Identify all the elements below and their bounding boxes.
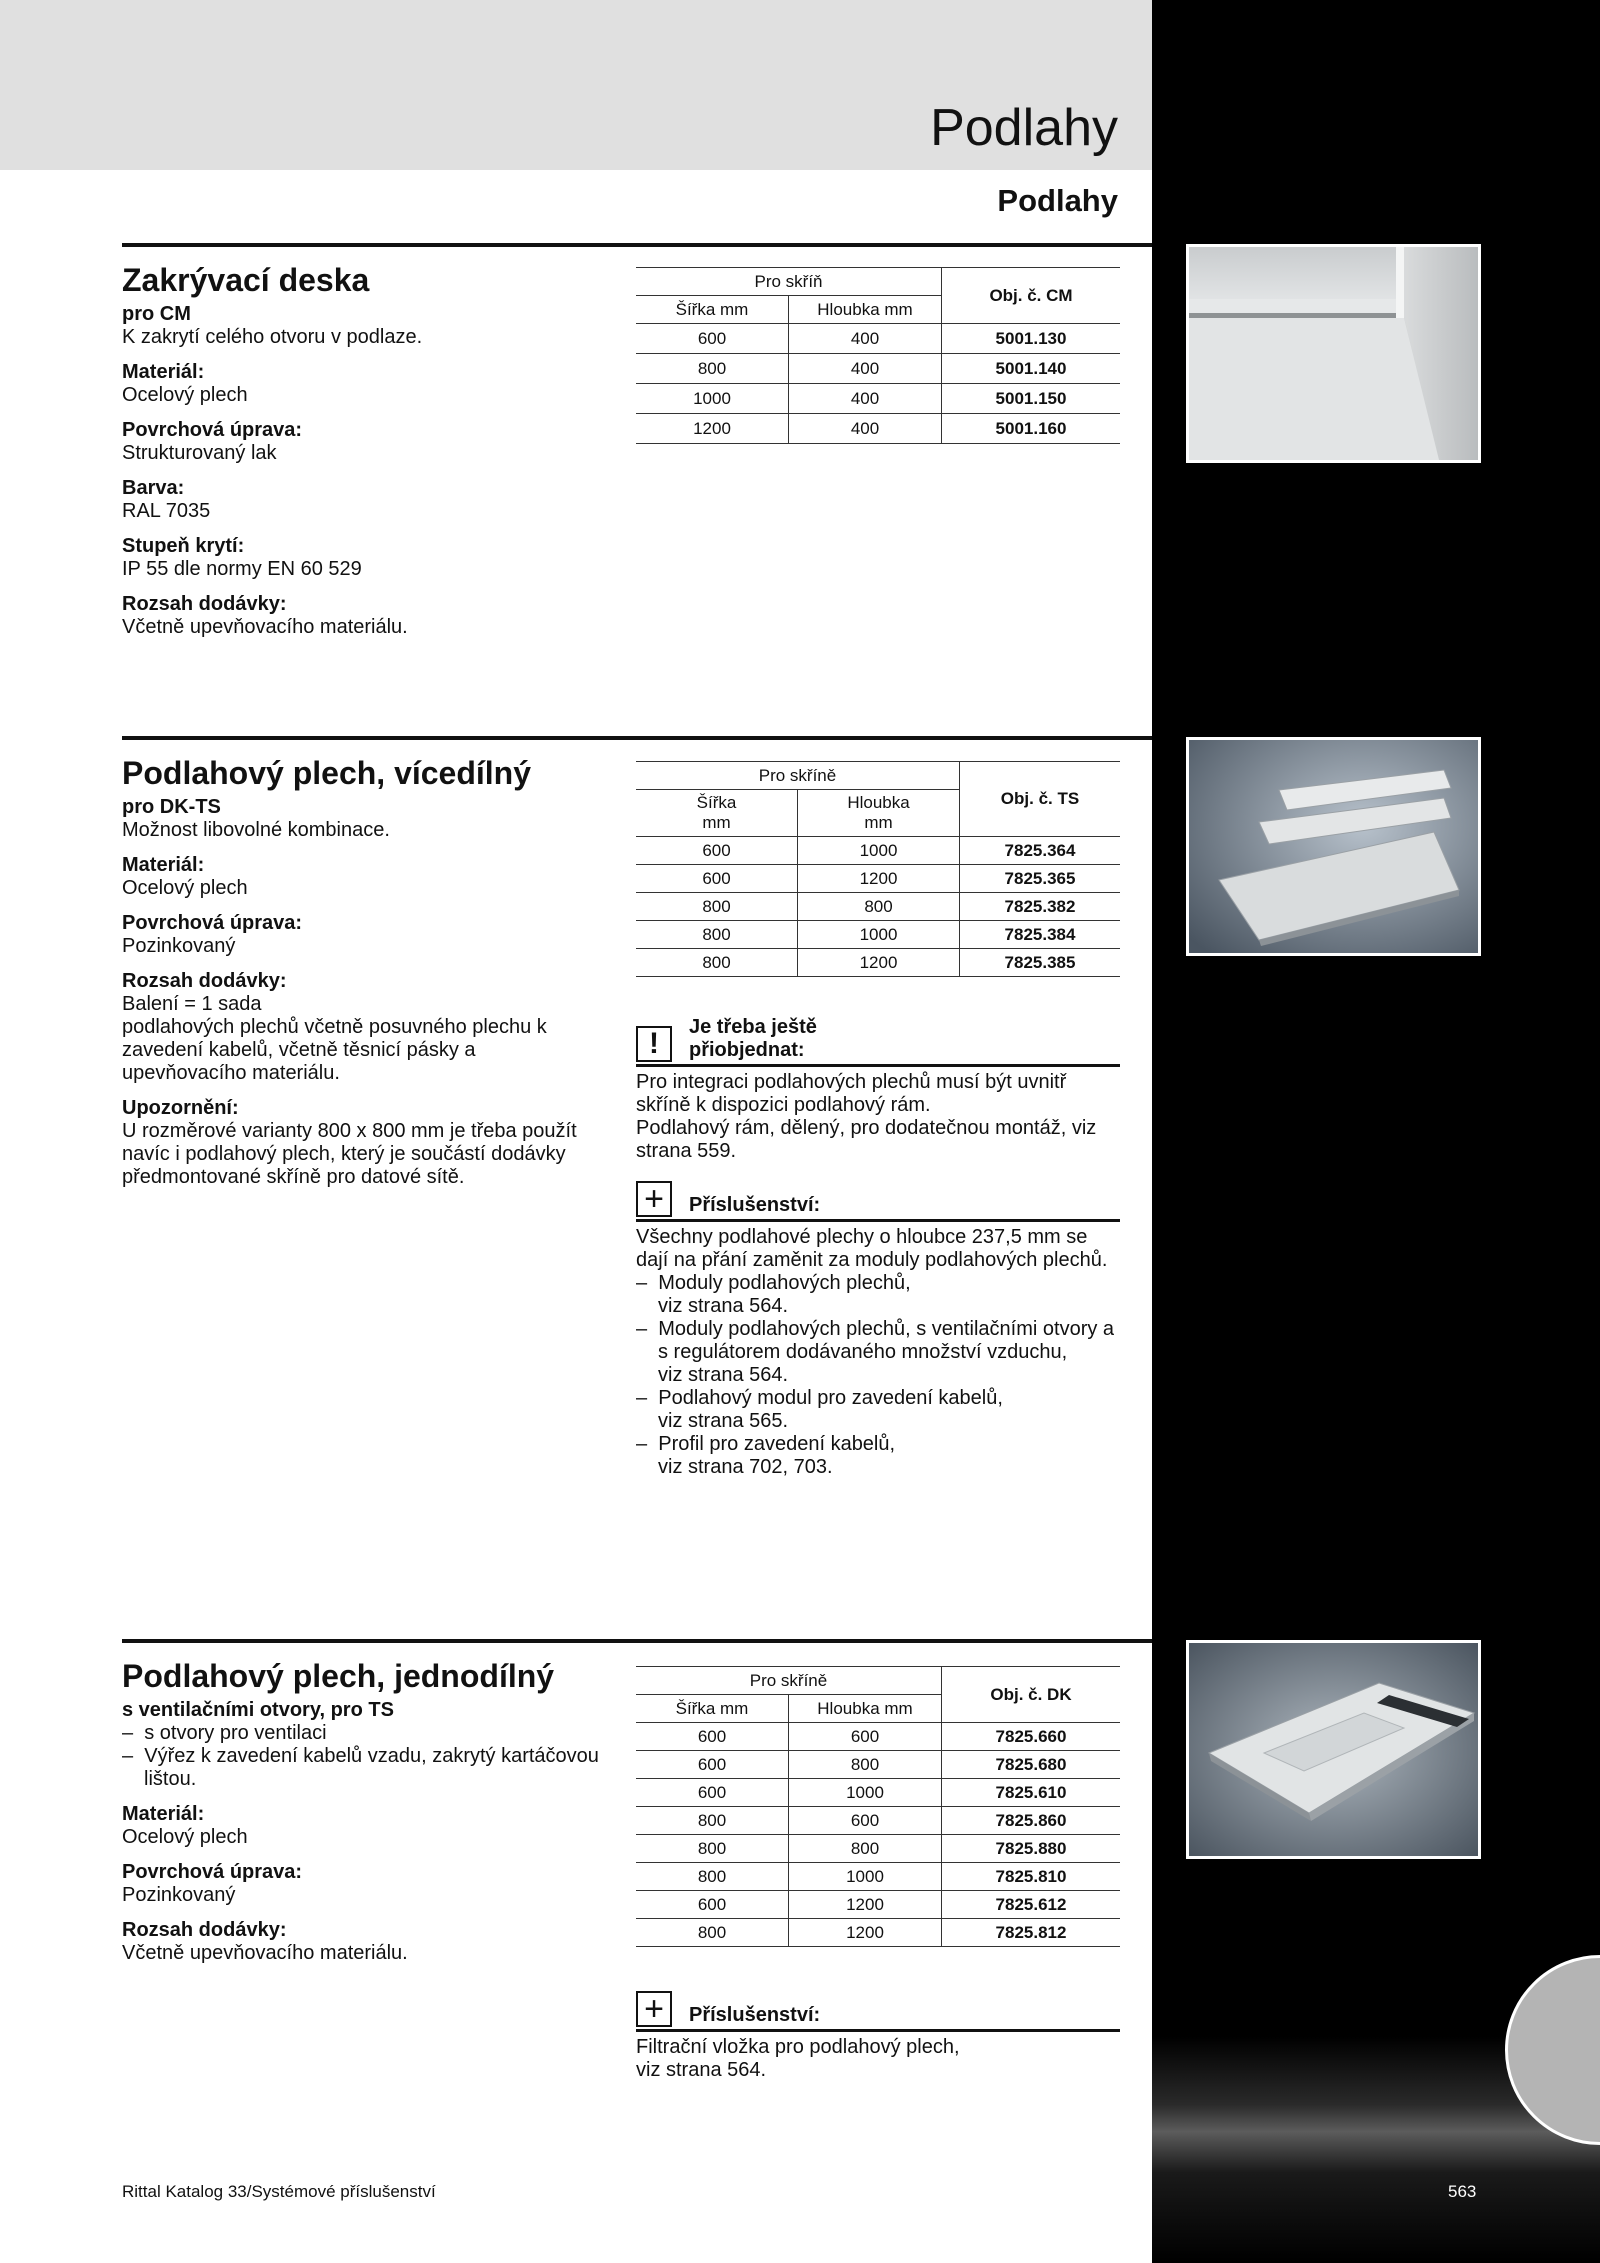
product-subtitle: s ventilačními otvory, pro TS [122,1699,394,1721]
list-item: – Moduly podlahových plechů, s ventilačními otvory a s regulátorem dodávaného množství vzduchu, viz strana 564. [636,1318,1115,1386]
list-item: – s otvory pro ventilaci [122,1722,327,1744]
list-item-text: Moduly podlahových plechů, viz strana 564. [658,1272,911,1317]
list-item: – Podlahový modul pro zavedení kabelů, viz strana 565. [636,1387,1003,1432]
cell-order-no: 7825.810 [942,1863,1121,1891]
multi-part-plate-illustration [1189,740,1478,953]
cell-depth: 800 [798,893,960,921]
note-accessories [636,1181,1120,1479]
cell-order-no: 5001.160 [942,414,1121,444]
table-row [636,1807,1120,1835]
table-col-header: Šířka mm [636,1695,789,1723]
cell-depth: 1000 [789,1863,942,1891]
cell-order-no: 7825.382 [960,893,1121,921]
cell-width: 1200 [636,414,789,444]
note-header [636,1181,1120,1222]
spec-label: Materiál: [122,854,205,876]
table-row [636,384,1120,414]
spec-label: Rozsah dodávky: [122,593,287,615]
product-single-plate [122,1657,602,1965]
table-row [636,354,1120,384]
cell-depth: 800 [789,1835,942,1863]
product-description: Možnost libovolné kombinace. [122,819,390,841]
table-row [636,1835,1120,1863]
table-row [636,837,1120,865]
cell-order-no: 7825.812 [942,1919,1121,1947]
table-row [636,1779,1120,1807]
cell-depth: 1200 [789,1919,942,1947]
product-photo-multi-part-plate [1186,737,1481,956]
cell-width: 600 [636,1751,789,1779]
footer-catalog: Rittal Katalog 33/Systémové příslušenství [122,2182,436,2201]
section-title: Podlahy [997,183,1118,218]
exclamation-icon: ! [636,1026,672,1062]
table-row [636,921,1120,949]
cell-order-no: 7825.385 [960,949,1121,977]
table-row [636,1751,1120,1779]
table-row [636,893,1120,921]
note-text: Filtrační vložka pro podlahový plech, viz strana 564. [636,2036,960,2081]
list-item-text: Výřez k zavedení kabelů vzadu, zakrytý kartáčovou lištou. [144,1745,599,1790]
spec-label: Rozsah dodávky: [122,1919,287,1941]
cell-depth: 1200 [798,865,960,893]
note-text: Všechny podlahové plechy o hloubce 237,5 mm se dají na přání zaměnit za moduly podlahových plechů. [636,1226,1108,1271]
spec-label: Stupeň krytí: [122,535,245,557]
order-table-single-plate [636,1666,1120,1947]
note-order-also [636,1016,1120,1163]
product-photo-cover-plate [1186,244,1481,463]
table-row [636,1863,1120,1891]
cell-order-no: 7825.365 [960,865,1121,893]
cell-width: 800 [636,354,789,384]
spec-value: U rozměrové varianty 800 x 800 mm je třeba použít navíc i podlahový plech, který je součástí dodávky předmontované skříně pro datové sítě. [122,1120,577,1188]
table-order-header: Obj. č. CM [942,268,1121,324]
cell-order-no: 5001.130 [942,324,1121,354]
cell-order-no: 7825.610 [942,1779,1121,1807]
table-row [636,865,1120,893]
cell-depth: 800 [789,1751,942,1779]
note-title: Příslušenství: [689,2004,821,2026]
spec-value: IP 55 dle normy EN 60 529 [122,558,362,580]
spec-label: Barva: [122,477,185,499]
note-title: Příslušenství: [689,1194,821,1216]
cell-width: 600 [636,1891,789,1919]
table-group-header: Pro skříně [636,1667,942,1695]
spec-label: Povrchová úprava: [122,1861,303,1883]
spec-value: RAL 7035 [122,500,211,522]
plus-icon: + [636,1181,672,1217]
spec-value: Ocelový plech [122,1826,248,1848]
cell-depth: 400 [789,324,942,354]
table-col-header: Hloubka mm [789,296,942,324]
cell-depth: 1200 [789,1891,942,1919]
product-description: K zakrytí celého otvoru v podlaze. [122,326,423,348]
table-col-header: Hloubka mm [789,1695,942,1723]
cell-width: 1000 [636,384,789,414]
spec-label: Materiál: [122,1803,205,1825]
product-title: Podlahový plech, jednodílný [122,1658,555,1694]
chapter-title: Podlahy [930,99,1118,157]
product-photo-single-plate [1186,1640,1481,1859]
cell-width: 800 [636,1863,789,1891]
cell-width: 600 [636,324,789,354]
cell-order-no: 5001.150 [942,384,1121,414]
order-table-cover-plate [636,267,1120,444]
spec-value: Pozinkovaný [122,935,236,957]
cover-plate-illustration [1189,247,1478,460]
section-rule [122,736,1152,740]
table-order-header: Obj. č. TS [960,762,1121,837]
cell-order-no: 5001.140 [942,354,1121,384]
table-col-header: Šířka mm [636,790,798,837]
cell-width: 600 [636,865,798,893]
section-rule [122,243,1152,247]
section-rule [122,1639,1152,1643]
list-item-text: Moduly podlahových plechů, s ventilačními otvory a s regulátorem dodávaného množství vzduchu, viz strana 564. [658,1318,1115,1386]
cell-depth: 1000 [789,1779,942,1807]
cell-width: 600 [636,837,798,865]
spec-label: Povrchová úprava: [122,912,303,934]
table-row [636,1723,1120,1751]
cell-order-no: 7825.612 [942,1891,1121,1919]
cell-depth: 400 [789,354,942,384]
spec-label: Povrchová úprava: [122,419,303,441]
page-number: 563 [1448,2182,1477,2201]
cell-width: 800 [636,921,798,949]
cell-width: 800 [636,1807,789,1835]
list-item-text: s otvory pro ventilaci [144,1722,327,1744]
table-row [636,949,1120,977]
spec-value: Strukturovaný lak [122,442,277,464]
table-order-header: Obj. č. DK [942,1667,1121,1723]
note-header [636,1016,1120,1067]
spec-value: Pozinkovaný [122,1884,236,1906]
spec-value: Ocelový plech [122,877,248,899]
spec-value: Ocelový plech [122,384,248,406]
cell-order-no: 7825.364 [960,837,1121,865]
spec-value: Včetně upevňovacího materiálu. [122,1942,408,1964]
table-group-header: Pro skříň [636,268,942,296]
product-cover-plate [122,261,602,639]
cell-width: 800 [636,893,798,921]
table-row [636,324,1120,354]
cell-order-no: 7825.384 [960,921,1121,949]
note-accessories-single [636,1991,1120,2082]
cell-width: 800 [636,949,798,977]
product-multi-part-plate [122,754,602,1189]
spec-label: Materiál: [122,361,205,383]
table-group-header: Pro skříně [636,762,960,790]
product-title: Podlahový plech, vícedílný [122,755,532,791]
cell-width: 800 [636,1919,789,1947]
cell-depth: 1000 [798,837,960,865]
spec-value: Včetně upevňovacího materiálu. [122,616,408,638]
spec-label: Upozornění: [122,1097,239,1119]
cell-depth: 1200 [798,949,960,977]
cell-width: 800 [636,1835,789,1863]
table-col-header: Šířka mm [636,296,789,324]
plus-icon: + [636,1991,672,2027]
note-title: Je třeba ještě přiobjednat: [689,1016,817,1061]
cell-depth: 600 [789,1807,942,1835]
note-text: Pro integraci podlahových plechů musí být uvnitř skříně k dispozici podlahový rám. Podlahový rám, dělený, pro dodatečnou montáž, viz strana 559. [636,1071,1097,1162]
spec-label: Rozsah dodávky: [122,970,287,992]
cell-width: 600 [636,1723,789,1751]
cell-order-no: 7825.860 [942,1807,1121,1835]
cell-depth: 400 [789,384,942,414]
single-plate-illustration [1189,1643,1478,1856]
cell-order-no: 7825.680 [942,1751,1121,1779]
list-item: – Profil pro zavedení kabelů, viz strana 702, 703. [636,1433,896,1478]
note-header [636,1991,1120,2032]
cell-order-no: 7825.660 [942,1723,1121,1751]
product-subtitle: pro DK-TS [122,796,221,818]
product-subtitle: pro CM [122,303,191,325]
spec-value: Balení = 1 sada podlahových plechů včetně posuvného plechu k zavedení kabelů, včetně těsnicí pásky a upevňovacího materiálu. [122,993,547,1084]
list-item: – Výřez k zavedení kabelů vzadu, zakrytý kartáčovou lištou. [122,1745,599,1790]
table-row [636,1891,1120,1919]
list-item-text: Profil pro zavedení kabelů, viz strana 702, 703. [658,1433,896,1478]
cell-depth: 400 [789,414,942,444]
table-row [636,1919,1120,1947]
cell-depth: 600 [789,1723,942,1751]
list-item-text: Podlahový modul pro zavedení kabelů, viz strana 565. [658,1387,1003,1432]
list-item: – Moduly podlahových plechů, viz strana 564. [636,1272,911,1317]
cell-depth: 1000 [798,921,960,949]
cell-order-no: 7825.880 [942,1835,1121,1863]
order-table-multi-part-plate [636,761,1120,977]
table-row [636,414,1120,444]
cell-width: 600 [636,1779,789,1807]
product-title: Zakrývací deska [122,262,370,298]
table-col-header: Hloubka mm [798,790,960,837]
